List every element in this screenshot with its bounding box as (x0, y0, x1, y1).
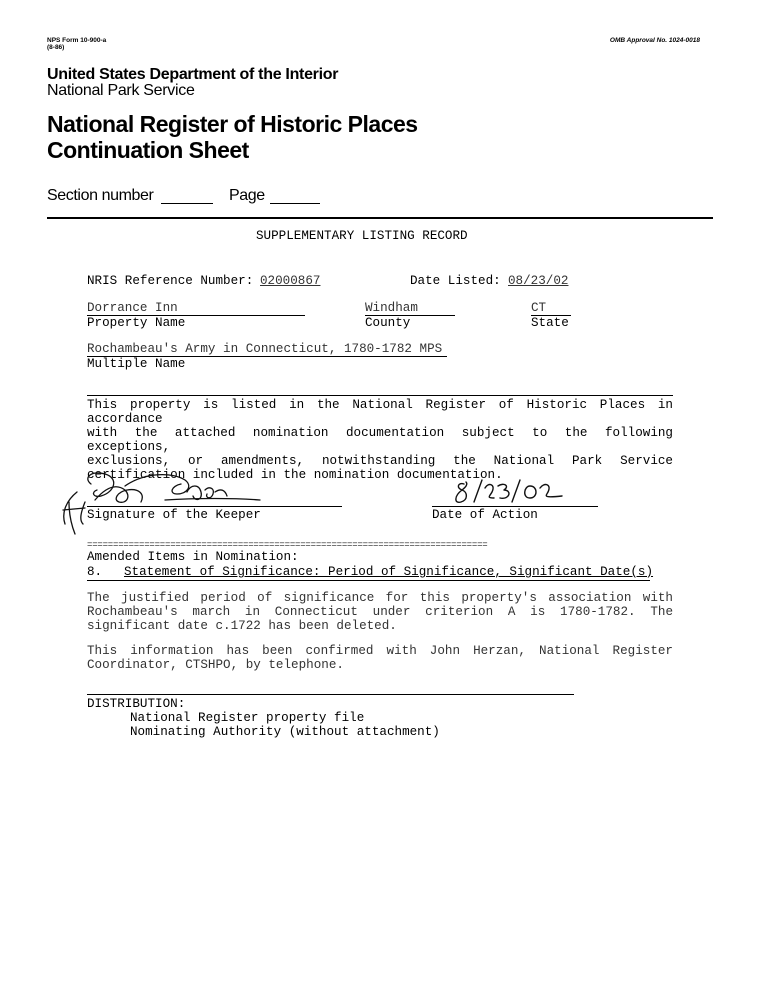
county-label: County (365, 316, 411, 330)
distribution-item: National Register property file (130, 711, 365, 725)
form-number-text: NPS Form 10-900-a (47, 37, 107, 44)
header-divider (47, 217, 713, 219)
statement-line: exclusions, or amendments, notwithstanding the National Park Service (87, 454, 673, 468)
nris-value: 02000867 (260, 274, 321, 288)
distribution-label: DISTRIBUTION: (87, 697, 186, 711)
signature-line (87, 506, 342, 507)
section-number-label: Section number (47, 187, 154, 204)
state-label: State (531, 316, 569, 330)
amended-items-heading: Amended Items in Nomination: (87, 550, 299, 564)
property-name-label: Property Name (87, 316, 186, 330)
statement-top-rule (87, 395, 673, 396)
state-value: CT (531, 301, 547, 315)
statement-line: certification included in the nomination documentation. (87, 468, 503, 482)
signature-label: Signature of the Keeper (87, 508, 261, 522)
section-number-blank (161, 203, 213, 204)
nris-label: NRIS Reference Number: (87, 274, 254, 288)
county-value: Windham (365, 301, 418, 315)
form-date-text: (8-86) (47, 44, 65, 51)
keeper-signature (55, 462, 270, 537)
distribution-item: Nominating Authority (without attachment) (130, 725, 440, 739)
distribution-rule (87, 694, 574, 695)
form-number (47, 37, 106, 51)
date-listed-label: Date Listed: (410, 274, 501, 288)
property-name-value: Dorrance Inn (87, 301, 178, 315)
date-listed-value: 08/23/02 (508, 274, 569, 288)
amended-item-title: Statement of Significance: Period of Significance, Significant Date(s) (124, 565, 654, 579)
agency-name: National Park Service (47, 82, 195, 99)
page-title: National Register of Historic Places (47, 111, 418, 137)
handwritten-date (452, 478, 572, 508)
date-of-action-line (432, 506, 598, 507)
multiple-name-value: Rochambeau's Army in Connecticut, 1780-1782 MPS (87, 342, 443, 356)
page-subtitle: Continuation Sheet (47, 137, 249, 163)
amendment-paragraph: The justified period of significance for this property's association with Rochambeau's march in Connecticut under criterion A is 1780-1782. The significant date c.1722 has been deleted. (87, 591, 673, 633)
record-heading: SUPPLEMENTARY LISTING RECORD (256, 229, 468, 243)
multiple-name-label: Multiple Name (87, 357, 186, 371)
omb-approval: OMB Approval No. 1024-0018 (609, 37, 700, 44)
page-number-blank (270, 203, 320, 204)
confirmation-paragraph: This information has been confirmed with John Herzan, National Register Coordinator, CTSHPO, by telephone. (87, 644, 673, 672)
statement-line: This property is listed in the National Register of Historic Places in accordance (87, 398, 673, 426)
double-rule-separator: ============================================================================= (87, 540, 488, 550)
amended-item-number: 8. (87, 565, 103, 579)
department-name: United States Department of the Interior (47, 66, 339, 83)
page-label: Page (229, 187, 265, 204)
statement-line: with the attached nomination documentation subject to the following exceptions, (87, 426, 673, 454)
amended-item-underline (87, 580, 650, 581)
date-of-action-label: Date of Action (432, 508, 538, 522)
